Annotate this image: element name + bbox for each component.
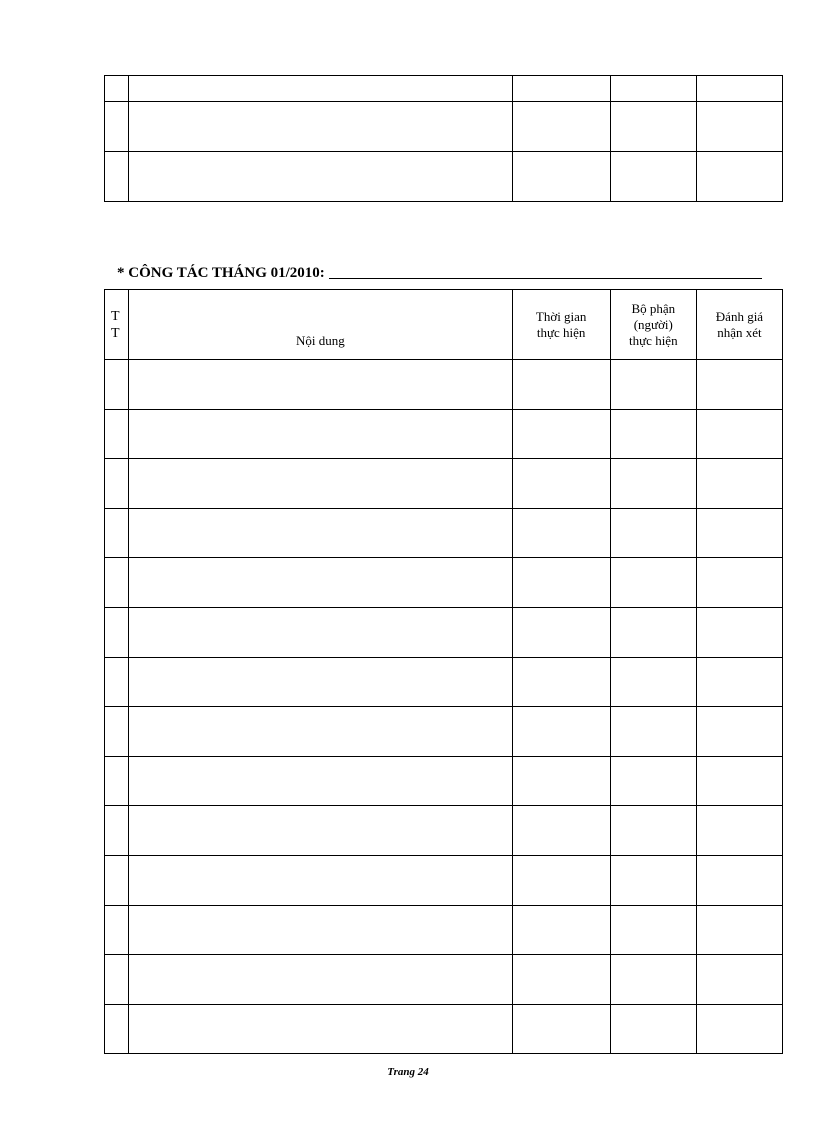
cell-thoi-gian [512,855,610,905]
table-row [105,459,783,509]
table-row [105,657,783,707]
cell-bo-phan [610,955,696,1005]
cell-bo-phan [610,360,696,410]
cell-bo-phan [610,756,696,806]
table-row [105,607,783,657]
cell-danh-gia [696,955,782,1005]
table-row [105,1004,783,1054]
cell-bo-phan [610,1004,696,1054]
cell-tt [105,855,129,905]
cell-noi-dung [129,459,513,509]
header-thoi-gian: Thời gian thực hiện [512,290,610,360]
cell-danh-gia [696,558,782,608]
cell-tt [105,360,129,410]
cell-bo-phan [610,657,696,707]
table-row [105,707,783,757]
header-danh-gia: Đánh giá nhận xét [696,290,782,360]
cell-bo-phan [610,905,696,955]
cell-tt [105,806,129,856]
table-row [105,955,783,1005]
cell-noi-dung [129,558,513,608]
cell-tt [105,102,129,152]
cell-bo-phan [610,409,696,459]
section-heading-text: * CÔNG TÁC THÁNG 01/2010: [117,265,325,281]
table-row [105,806,783,856]
previous-table-continuation [104,75,783,202]
table-row [105,855,783,905]
cell-noi-dung [129,360,513,410]
cell-thoi-gian [512,707,610,757]
table-row [105,360,783,410]
table-row [105,558,783,608]
cell-danh-gia [696,905,782,955]
table-row [105,76,783,102]
header-tt: T T [105,290,129,360]
cell-thoi-gian [512,409,610,459]
cell-noi-dung [129,855,513,905]
cell-thoi-gian [512,1004,610,1054]
cell-danh-gia [696,508,782,558]
cell-danh-gia [696,76,782,102]
cell-thoi-gian [512,152,610,202]
cell-tt [105,558,129,608]
cell-tt [105,756,129,806]
cell-tt [105,657,129,707]
cell-danh-gia [696,855,782,905]
cell-noi-dung [129,76,513,102]
page-number: Trang 24 [387,1066,429,1078]
cell-danh-gia [696,707,782,757]
cell-bo-phan [610,607,696,657]
cell-thoi-gian [512,102,610,152]
heading-fill-line [329,277,762,279]
cell-tt [105,409,129,459]
section-heading [117,258,762,282]
work-plan-table [104,289,783,1054]
header-noi-dung: Nội dung [129,290,513,360]
cell-noi-dung [129,955,513,1005]
cell-danh-gia [696,756,782,806]
cell-bo-phan [610,707,696,757]
cell-noi-dung [129,905,513,955]
cell-danh-gia [696,360,782,410]
cell-bo-phan [610,508,696,558]
cell-bo-phan [610,855,696,905]
cell-thoi-gian [512,607,610,657]
cell-danh-gia [696,607,782,657]
table-row [105,152,783,202]
cell-thoi-gian [512,657,610,707]
cell-bo-phan [610,558,696,608]
cell-bo-phan [610,459,696,509]
cell-danh-gia [696,102,782,152]
cell-bo-phan [610,76,696,102]
table-header-row [105,290,783,360]
cell-tt [105,508,129,558]
cell-noi-dung [129,508,513,558]
cell-thoi-gian [512,905,610,955]
cell-bo-phan [610,806,696,856]
cell-thoi-gian [512,360,610,410]
cell-thoi-gian [512,76,610,102]
cell-danh-gia [696,1004,782,1054]
cell-noi-dung [129,707,513,757]
table-row [105,508,783,558]
cell-danh-gia [696,409,782,459]
cell-thoi-gian [512,459,610,509]
cell-tt [105,459,129,509]
cell-tt [105,1004,129,1054]
cell-thoi-gian [512,955,610,1005]
cell-tt [105,76,129,102]
cell-thoi-gian [512,756,610,806]
table-row [105,102,783,152]
cell-noi-dung [129,102,513,152]
cell-noi-dung [129,607,513,657]
cell-tt [105,905,129,955]
cell-noi-dung [129,806,513,856]
cell-bo-phan [610,102,696,152]
table-row [105,409,783,459]
table-row [105,756,783,806]
table-row [105,905,783,955]
cell-noi-dung [129,409,513,459]
cell-thoi-gian [512,806,610,856]
cell-tt [105,955,129,1005]
cell-danh-gia [696,657,782,707]
cell-tt [105,152,129,202]
cell-danh-gia [696,806,782,856]
cell-bo-phan [610,152,696,202]
cell-noi-dung [129,1004,513,1054]
cell-danh-gia [696,459,782,509]
cell-danh-gia [696,152,782,202]
cell-noi-dung [129,657,513,707]
cell-noi-dung [129,756,513,806]
cell-tt [105,707,129,757]
cell-noi-dung [129,152,513,202]
header-bo-phan: Bộ phận (người) thực hiện [610,290,696,360]
cell-thoi-gian [512,558,610,608]
cell-tt [105,607,129,657]
cell-thoi-gian [512,508,610,558]
